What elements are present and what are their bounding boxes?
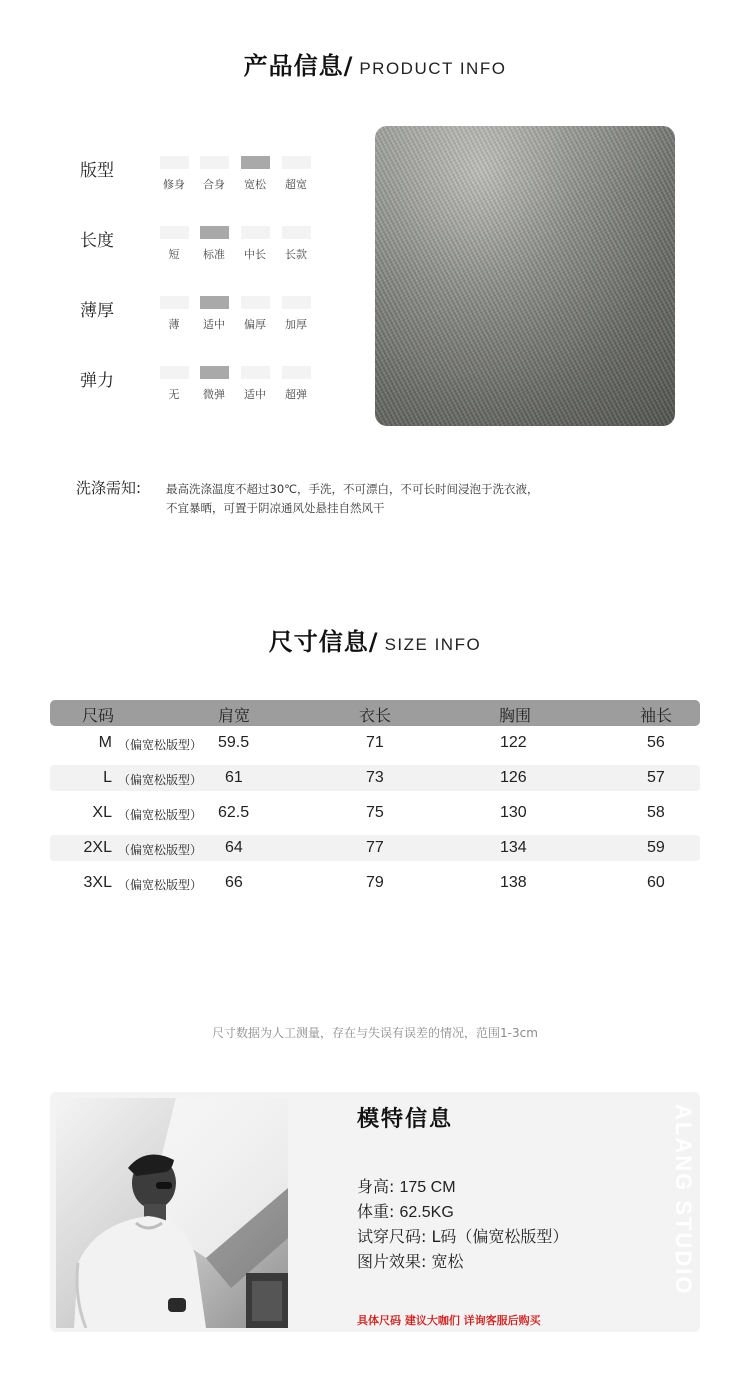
attr-label: 弹力 [80, 371, 114, 391]
wash-line-1: 最高洗涤温度不超过30℃，手洗，不可漂白，不可长时间浸泡于洗衣液， [166, 482, 539, 496]
table-row [50, 831, 700, 866]
attr-option [240, 366, 270, 402]
studio-watermark [668, 1100, 698, 1320]
attr-option-box-selected [200, 366, 229, 379]
wash-instructions [166, 480, 596, 518]
cell-chest: 134 [500, 839, 527, 856]
cell-shoulder: 66 [225, 874, 243, 891]
cell-note: （偏宽松版型） [118, 878, 203, 892]
cell-length: 71 [366, 734, 384, 751]
attr-option-box [282, 156, 311, 169]
attr-option-label: 标准 [203, 248, 225, 261]
model-photo-illustration [56, 1098, 288, 1328]
attr-option-label: 短 [168, 248, 180, 261]
attr-label: 长度 [80, 231, 114, 251]
attr-row-length [80, 226, 340, 282]
cell-shoulder: 59.5 [218, 734, 250, 751]
cell-shoulder: 62.5 [218, 804, 250, 821]
attr-row-thickness [80, 296, 340, 352]
cell-length: 73 [366, 769, 384, 786]
model-try-size-value: L码（偏宽松版型） [431, 1227, 569, 1246]
cell-chest: 126 [500, 769, 527, 786]
attr-option-box [241, 366, 270, 379]
model-height [357, 1174, 456, 1197]
attr-option-box-selected [200, 296, 229, 309]
attr-option [199, 156, 229, 192]
attr-option [159, 226, 189, 262]
cell-sleeve: 59 [647, 839, 665, 856]
cell-note: （偏宽松版型） [118, 808, 203, 822]
attr-option-label: 无 [168, 388, 180, 401]
fabric-texture-image [375, 126, 675, 426]
cell-size: XL [92, 804, 112, 821]
model-weight-label: 体重: [357, 1202, 395, 1221]
attr-option-box [241, 226, 270, 239]
model-try-size [357, 1224, 568, 1247]
cell-length: 77 [366, 839, 384, 856]
attr-option [281, 296, 311, 332]
attr-option-label: 超宽 [285, 178, 307, 191]
studio-watermark-text: ALANG STUDIO [671, 1104, 696, 1296]
header-length: 衣长 [359, 706, 392, 725]
attr-option-label: 长款 [285, 248, 307, 261]
cell-size: 2XL [83, 839, 112, 856]
model-height-value: 175 CM [399, 1179, 456, 1196]
attr-option-label: 薄 [168, 318, 180, 331]
attr-option-selected [199, 296, 229, 332]
cell-shoulder: 64 [225, 839, 243, 856]
header-size: 尺码 [82, 706, 115, 725]
model-effect-label: 图片效果: [357, 1252, 427, 1271]
cell-chest: 122 [500, 734, 527, 751]
model-weight [357, 1199, 454, 1222]
attr-option-label: 超弹 [285, 388, 307, 401]
cell-chest: 130 [500, 804, 527, 821]
header-shoulder: 肩宽 [218, 706, 251, 725]
cell-note: （偏宽松版型） [118, 738, 203, 752]
header-chest: 胸围 [499, 706, 532, 725]
table-row [50, 866, 700, 901]
attr-row-fit [80, 156, 340, 212]
model-effect [357, 1249, 464, 1272]
attr-option-selected [199, 226, 229, 262]
model-weight-value: 62.5KG [399, 1204, 454, 1221]
attr-option [159, 156, 189, 192]
attr-option-box [160, 156, 189, 169]
attr-option [240, 296, 270, 332]
attr-option [159, 366, 189, 402]
attr-option-label: 中长 [244, 248, 266, 261]
size-info-title-cn: 尺寸信息/ [268, 628, 379, 656]
attr-option-label: 适中 [203, 318, 225, 331]
model-height-label: 身高: [357, 1177, 395, 1196]
attr-option-box [160, 366, 189, 379]
size-advice-note: 具体尺码 建议大咖们 详询客服后购买 [357, 1314, 541, 1327]
cell-sleeve: 56 [647, 734, 665, 751]
attr-option [240, 226, 270, 262]
attr-option-box [282, 296, 311, 309]
model-photo [56, 1098, 288, 1328]
size-disclaimer: 尺寸数据为人工测量，存在与失误有误差的情况，范围1-3cm [212, 1026, 538, 1040]
attr-option-selected [199, 366, 229, 402]
cell-size: 3XL [83, 874, 112, 891]
cell-length: 75 [366, 804, 384, 821]
attr-option-box [200, 156, 229, 169]
attr-option-label: 加厚 [285, 318, 307, 331]
wash-label: 洗涤需知: [76, 479, 142, 497]
attr-row-elasticity [80, 366, 340, 422]
attr-option-box [241, 296, 270, 309]
attr-option-box [282, 366, 311, 379]
cell-sleeve: 58 [647, 804, 665, 821]
size-info-title [0, 622, 750, 657]
product-info-title-en: PRODUCT INFO [359, 59, 507, 78]
size-info-title-en: SIZE INFO [384, 635, 482, 654]
attr-option-box [282, 226, 311, 239]
attr-option-label: 微弹 [203, 388, 225, 401]
cell-sleeve: 60 [647, 874, 665, 891]
attr-option [281, 226, 311, 262]
attr-option-label: 偏厚 [244, 318, 266, 331]
cell-shoulder: 61 [225, 769, 243, 786]
model-try-size-label: 试穿尺码: [357, 1227, 427, 1246]
cell-note: （偏宽松版型） [118, 843, 203, 857]
cell-length: 79 [366, 874, 384, 891]
table-row [50, 761, 700, 796]
attr-option-box [160, 226, 189, 239]
attr-option-label: 修身 [163, 178, 185, 191]
attr-option-box [160, 296, 189, 309]
size-table [50, 700, 700, 901]
model-effect-value: 宽松 [431, 1252, 464, 1271]
table-row [50, 726, 700, 761]
model-info-card [50, 1092, 700, 1332]
table-row [50, 796, 700, 831]
size-table-header [50, 700, 700, 726]
attr-option-box-selected [241, 156, 270, 169]
product-info-title [0, 46, 750, 81]
attr-option [281, 156, 311, 192]
attr-label: 版型 [80, 161, 114, 181]
attr-label: 薄厚 [80, 301, 114, 321]
model-info-title: 模特信息 [357, 1107, 454, 1132]
header-sleeve: 袖长 [640, 706, 673, 725]
attr-option-selected [240, 156, 270, 192]
cell-size: M [98, 734, 112, 751]
attr-option-box-selected [200, 226, 229, 239]
attr-option [159, 296, 189, 332]
cell-note: （偏宽松版型） [118, 773, 203, 787]
cell-size: L [103, 769, 112, 786]
attr-option-label: 合身 [203, 178, 225, 191]
cell-chest: 138 [500, 874, 527, 891]
product-info-title-cn: 产品信息/ [243, 52, 354, 80]
cell-sleeve: 57 [647, 769, 665, 786]
attr-option [281, 366, 311, 402]
attr-option-label: 宽松 [244, 178, 266, 191]
wash-line-2: 不宜暴晒，可置于阴凉通风处悬挂自然风干 [166, 501, 385, 515]
attr-option-label: 适中 [244, 388, 266, 401]
